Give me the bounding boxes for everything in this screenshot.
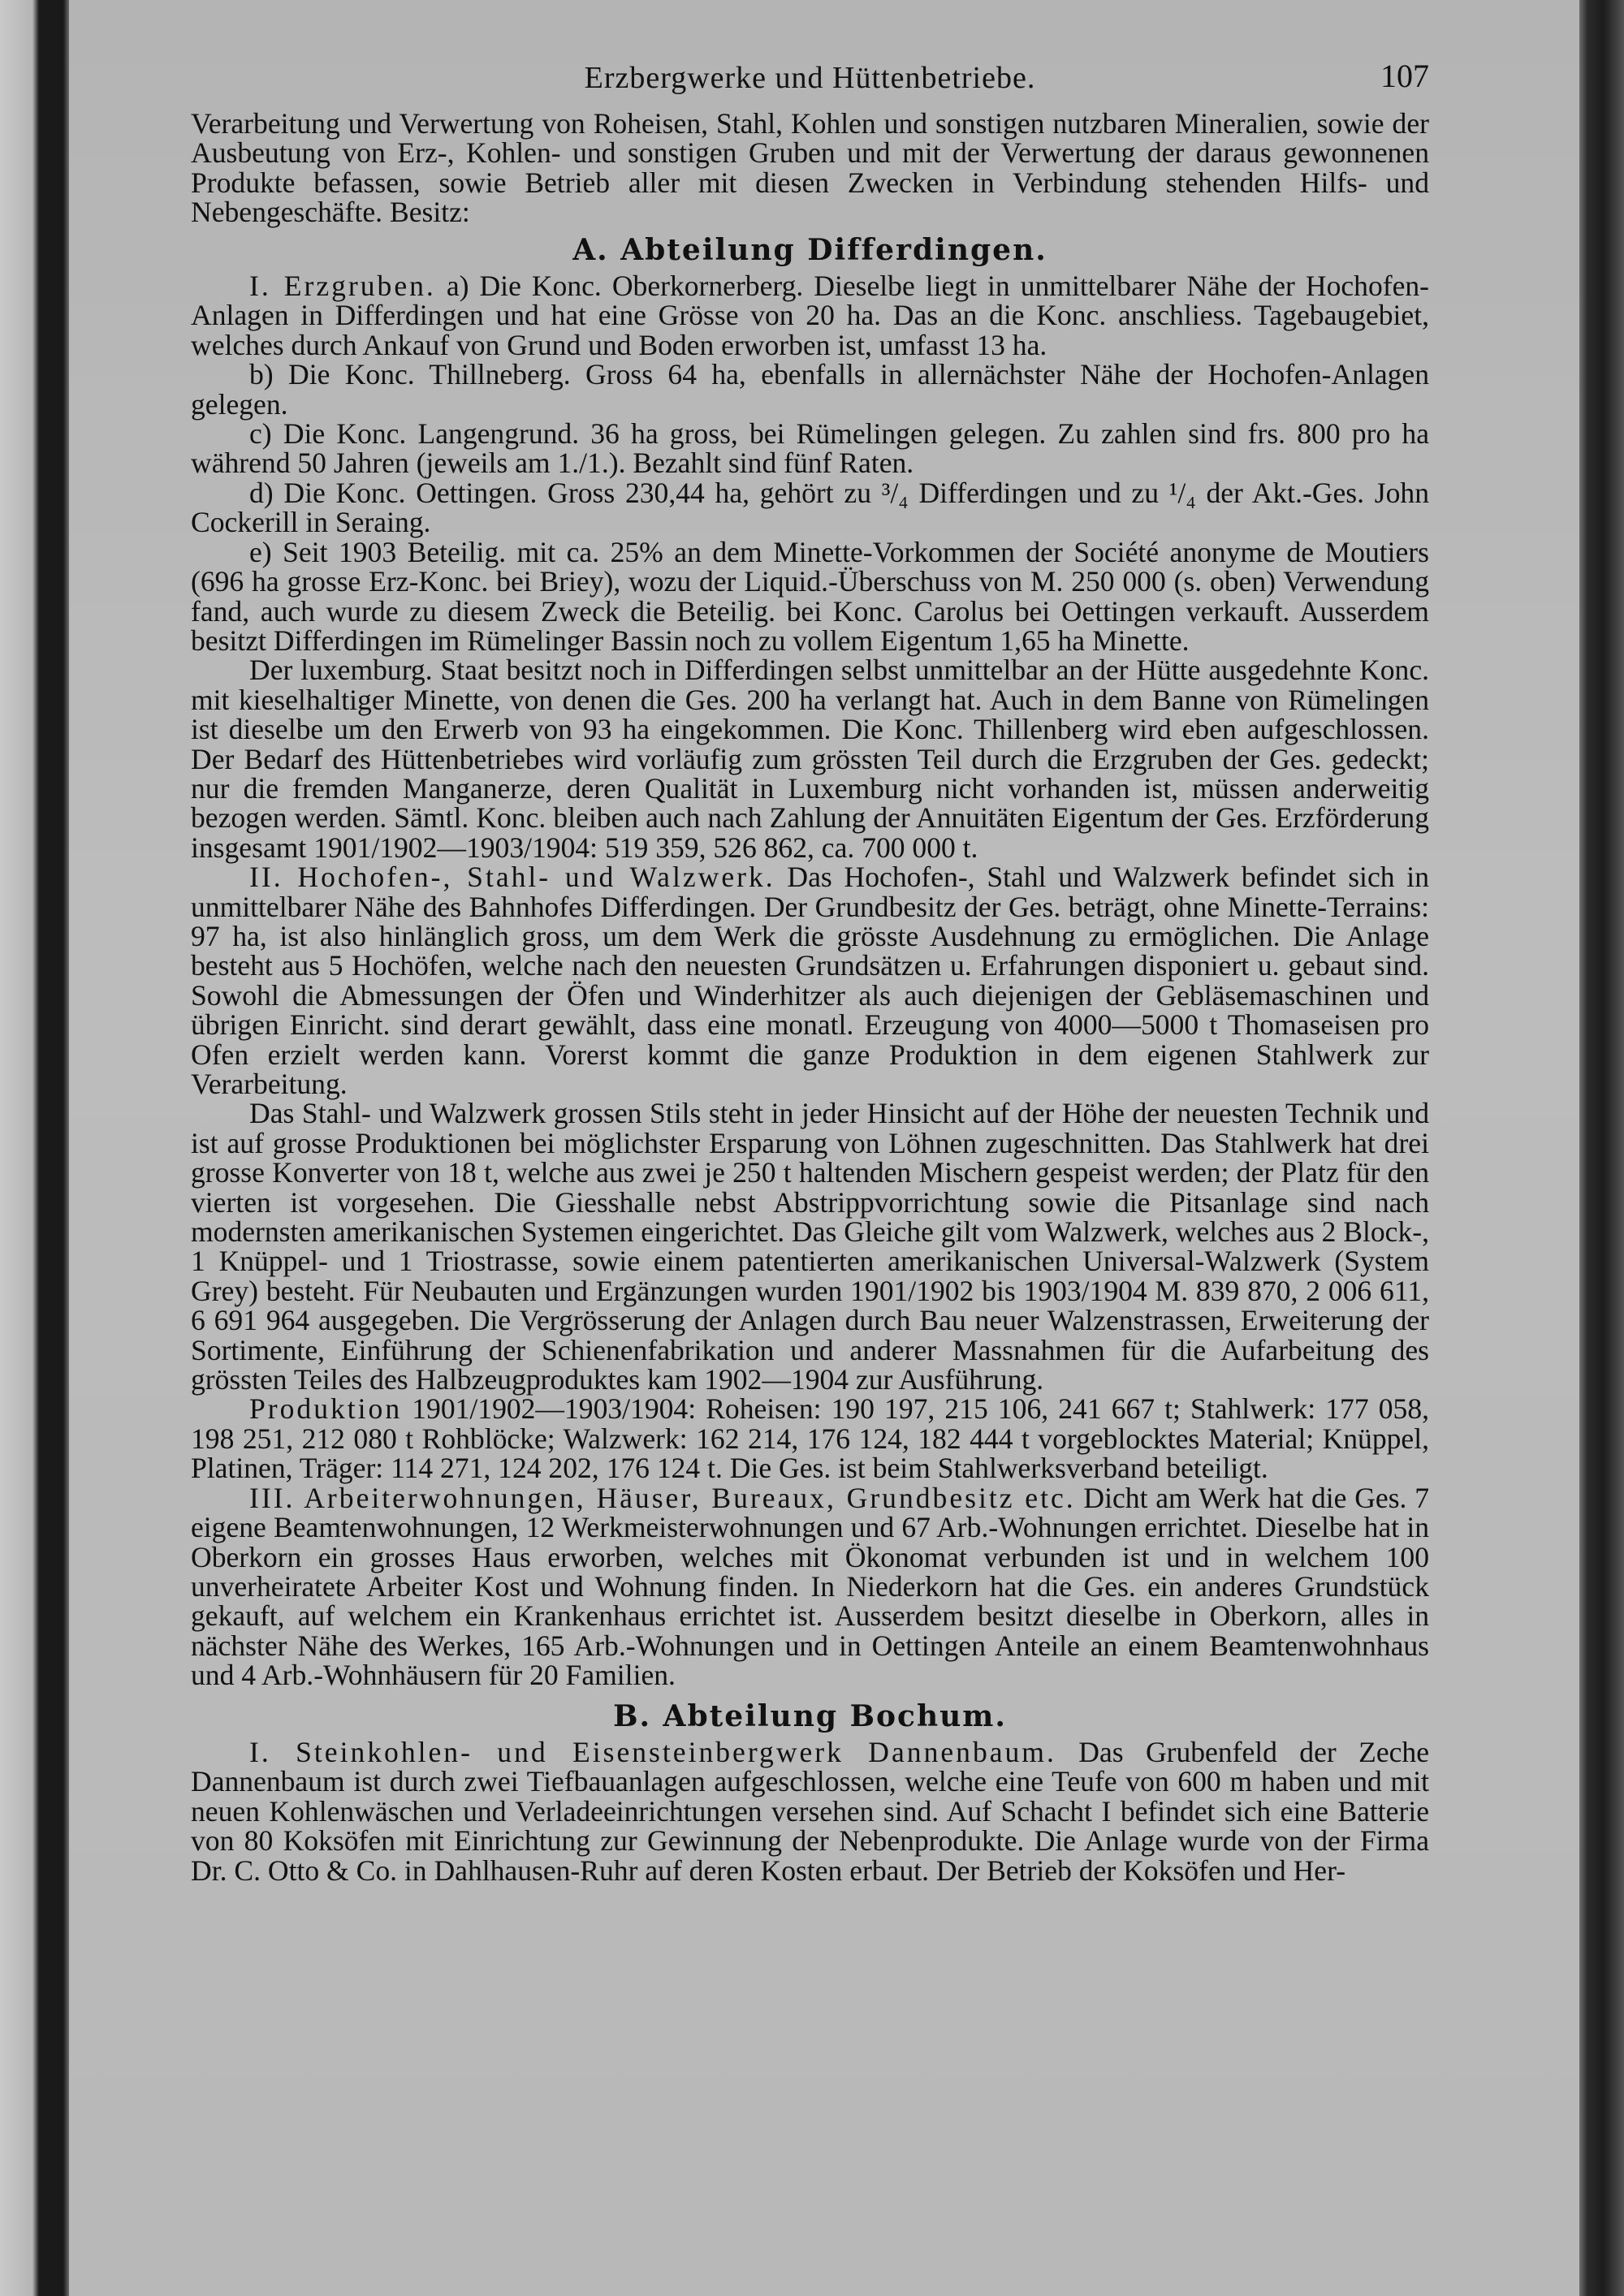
paragraph-luxemburg-staat: Der luxemburg. Staat besitzt noch in Differdingen selbst unmittelbar an der Hütte ausgedehnte Konc. mit kieselhaltiger Minette, von denen die Ges. 200 ha verlangt hat. Auch in dem Banne von Rümelingen ist dieselbe um den Erwerb von 93 ha eingekommen. Die Konc. Thillenberg wird eben aufgeschlossen. Der Bedarf des Hüttenbetriebes wird vorläufig zum grössten Teil durch die Erzgruben der Ges. gedeckt; nur die fremden Manganerze, deren Qualität in Luxemburg nicht vorhanden ist, müssen anderweitig bezogen werden. Sämtl. Konc. bleiben auch nach Zahlung der Annuitäten Eigentum der Ges. Erzförderung insgesamt 1901/1902—1903/1904: 519 359, 526 862, ca. 700 000 t. (191, 654, 1429, 864)
paragraph-body: Dicht am Werk hat die Ges. 7 eigene Beamtenwohnungen, 12 Werkmeisterwohnungen und 67 Arb.-Wohnungen errichtet. Dieselbe hat in Oberkorn ein grosses Haus erworben, welches mit Ökonomat verbunden ist und in welchem 100 unverheiratete Arbeiter Kost und Wohnung finden. In Niederkorn hat die Ges. ein anderes Grundstück gekauft, auf welchem ein Krankenhaus errichtet ist. Ausserdem besitzt dieselbe in Oberkorn, alles in nächster Nähe des Werkes, 165 Arb.-Wohnungen und in Oettingen Anteile an einem Beamtenwohnhaus und 4 Arb.-Wohnhäusern für 20 Familien. (191, 1481, 1429, 1692)
paragraph-lead: Produktion (249, 1392, 403, 1426)
paragraph-body: Das Grubenfeld der Zeche Dannenbaum ist durch zwei Tiefbauanlagen aufgeschlossen, welche eine Teufe von 600 m haben und mit neuen Kohlenwäschen und Verladeeinrichtungen versehen sind. Auf Schacht I befindet sich eine Batterie von 80 Koksöfen mit Einrichtung zur Gewinnung der Nebenprodukte. Die Anlage wurde von der Firma Dr. C. Otto & Co. in Dahlhausen-Ruhr auf deren Kosten erbaut. Der Betrieb der Koksöfen und Her- (191, 1735, 1429, 1887)
paragraph-lead: I. Erzgruben. (249, 270, 436, 303)
paragraph-arbeiterwohnungen (191, 1483, 1429, 1690)
section-heading-b: B. Abteilung Bochum. (613, 1698, 1007, 1733)
paragraph-body: Das Hochofen-, Stahl und Walzwerk befindet sich in unmittelbarer Nähe des Bahnhofes Differdingen. Der Grundbesitz der Ges. beträgt, ohne Minette-Terrains: 97 ha, ist also hinlänglich gross, um dem Werk die grösste Ausdehnung zu ermöglichen. Die Anlage besteht aus 5 Hochöfen, welche nach den neuesten Grundsätzen u. Erfahrungen disponiert u. gebaut sind. Sowohl die Abmessungen der Öfen und Winderhitzer als auch diejenigen der Gebläsemaschinen und übrigen Einricht. sind derart gewählt, dass eine monatl. Erzeugung von 4000—5000 t Thomaseisen pro Ofen erzielt werden kann. Vorerst kommt die ganze Produktion in dem eigenen Stahlwerk zur Verarbeitung. (191, 861, 1429, 1100)
paragraph-produktion (191, 1392, 1429, 1485)
book-binding-left (0, 0, 69, 2296)
paragraph-lead: III. Arbeiterwohnungen, Häuser, Bureaux, Grundbesitz etc. (249, 1481, 1076, 1514)
paragraph-dannenbaum (191, 1737, 1429, 1885)
paragraph-thillneberg: b) Die Konc. Thillneberg. Gross 64 ha, ebenfalls in allernächster Nähe der Hochofen-Anlagen gelegen. (191, 358, 1429, 421)
paragraph-erzgruben (191, 271, 1429, 360)
paragraph-intro: Verarbeitung und Verwertung von Roheisen, Stahl, Kohlen und sonstigen nutzbaren Mineralien, sowie der Ausbeutung von Erz-, Kohlen- und sonstigen Gruben und mit der Verwertung der daraus gewonnenen Produkte befassen, sowie Betrieb aller mit diesen Zwecken in Verbindung stehenden Hilfs- und Nebengeschäfte. Besitz: (191, 107, 1429, 229)
paragraph-body: 1901/1902—1903/1904: Roheisen: 190 197, 215 106, 241 667 t; Stahlwerk: 177 058, 198 251, 212 080 t Rohblöcke; Walzwerk: 162 214, 176 124, 182 444 t vorgeblocktes Material; Knüppel, Platinen, Träger: 114 271, 124 202, 176 124 t. Die Ges. ist beim Stahlwerksverband beteiligt. (191, 1392, 1429, 1485)
page-number: 107 (1380, 58, 1429, 94)
paragraph-stahlwerk: Das Stahl- und Walzwerk grossen Stils steht in jeder Hinsicht auf der Höhe der neuesten Technik und ist auf grosse Produktionen bei möglichster Ersparung von Löhnen zugeschnitten. Das Stahlwerk hat drei grosse Konverter von 18 t, welche aus zwei je 250 t haltenden Mischern gespeist werden; der Platz für den vierten ist vorgesehen. Die Giesshalle nebst Abstrippvorrichtung sowie die Pitsanlage sind nach modernsten amerikanischen Systemen eingerichtet. Das Gleiche gilt vom Walzwerk, welches aus 2 Block-, 1 Knüppel- und 1 Triostrasse, sowie einem patentierten amerikanischen Universal-Walzwerk (System Grey) besteht. Für Neubauten und Ergänzungen wurden 1901/1902 bis 1903/1904 M. 839 870, 2 006 611, 6 691 964 ausgegeben. Die Vergrösserung der Anlagen durch Bau neuer Walzenstrassen, Erweiterung der Sortimente, Einführung der Schienenfabrikation und anderer Massnahmen für die Aufarbeitung des grössten Teiles des Halbzeugproduktes kam 1902—1904 zur Ausführung. (191, 1097, 1429, 1396)
page-content (191, 58, 1429, 1885)
paragraph-oettingen: d) Die Konc. Oettingen. Gross 230,44 ha, gehört zu ³/₄ Differdingen und zu ¹/₄ der Akt.-Ges. John Cockerill in Seraing. (191, 476, 1429, 539)
running-title: Erzbergwerke und Hüttenbetriebe. (584, 61, 1036, 95)
paragraph-body: a) Die Konc. Oberkornerberg. Dieselbe liegt in unmittelbarer Nähe der Hochofen-Anlagen in Differdingen und hat eine Grösse von 20 ha. Das an die Konc. anschliess. Tagebaugebiet, welches durch Ankauf von Grund und Boden erworben ist, umfasst 13 ha. (191, 270, 1430, 361)
running-header (191, 58, 1429, 109)
paragraph-moutiers: e) Seit 1903 Beteilig. mit ca. 25% an dem Minette-Vorkommen der Société anonyme de Moutiers (696 ha grosse Erz-Konc. bei Briey), wozu der Liquid.-Überschuss von M. 250 000 (s. oben) Verwendung fand, auch wurde zu diesem Zweck die Beteilig. bei Konc. Carolus bei Oettingen verkauft. Ausserdem besitzt Differdingen im Rümelinger Bassin noch zu vollem Eigentum 1,65 ha Minette. (191, 535, 1429, 657)
paragraph-lead: I. Steinkohlen- und Eisensteinbergwerk Dannenbaum. (249, 1735, 1056, 1768)
book-edge-right (1579, 0, 1624, 2296)
paragraph-hochofen (191, 862, 1429, 1098)
paragraph-langengrund: c) Die Konc. Langengrund. 36 ha gross, bei Rümelingen gelegen. Zu zahlen sind frs. 800 pro ha während 50 Jahren (jeweils am 1./1.). Bezahlt sind fünf Raten. (191, 417, 1429, 480)
section-heading-a: A. Abteilung Differdingen. (572, 232, 1047, 267)
paragraph-lead: II. Hochofen-, Stahl- und Walzwerk. (249, 861, 775, 894)
